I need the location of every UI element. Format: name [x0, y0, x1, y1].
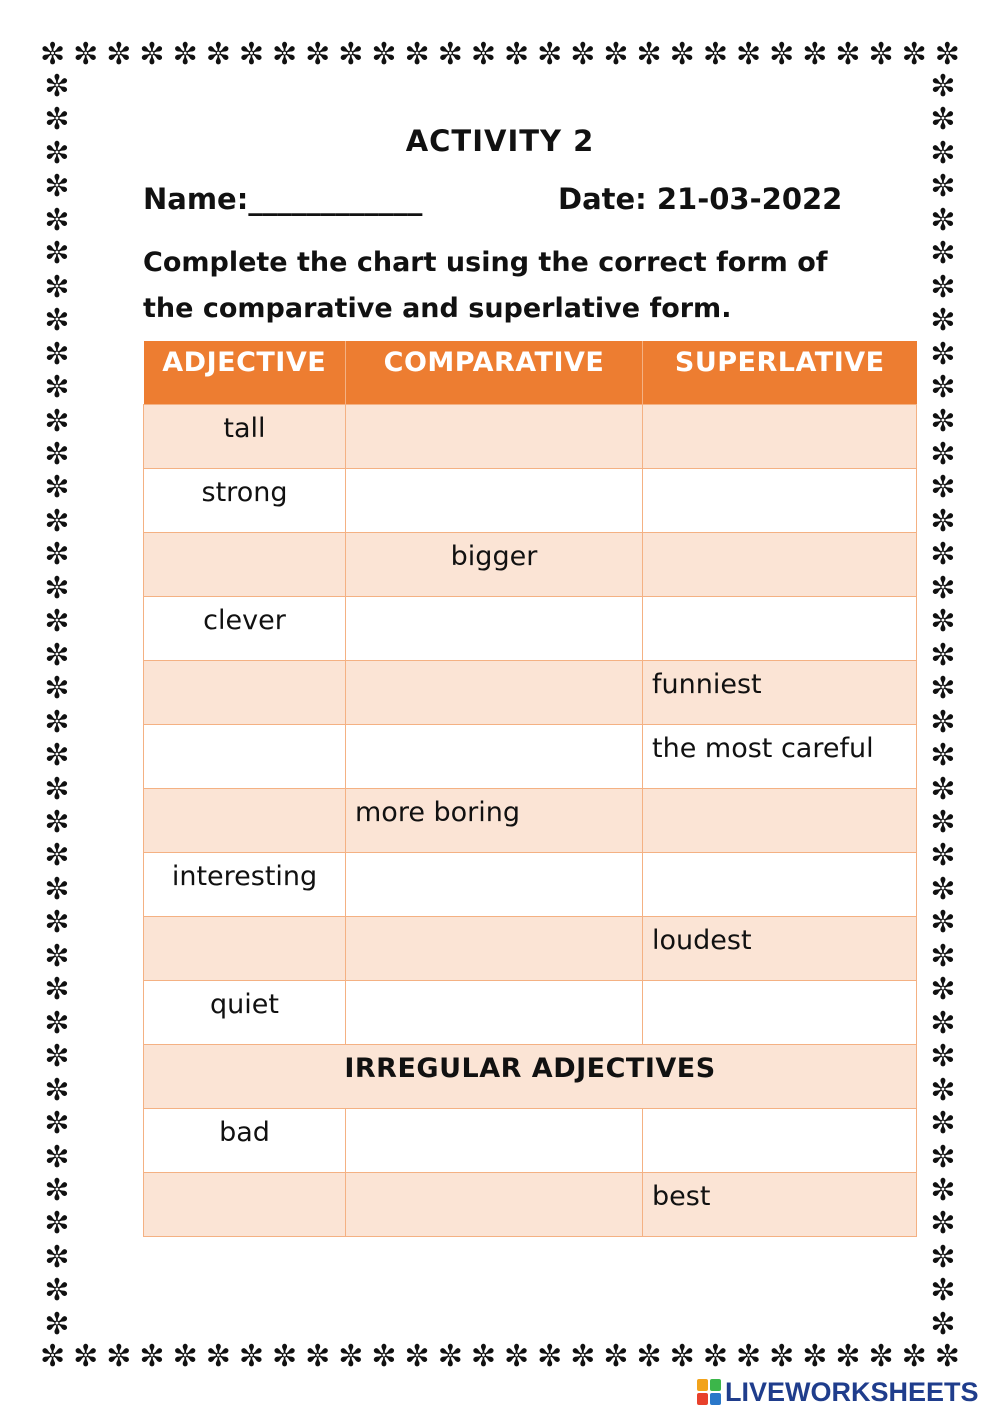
border-star-icon: ✼ — [868, 37, 894, 72]
border-star-icon: ✼ — [930, 905, 956, 941]
adjective-chart — [143, 341, 917, 1237]
border-star-icon: ✼ — [44, 1306, 70, 1342]
border-star-icon: ✼ — [901, 37, 927, 72]
table-row — [144, 1108, 917, 1172]
border-star-icon: ✼ — [930, 972, 956, 1008]
border-star-icon: ✼ — [930, 637, 956, 673]
superlative-cell: the most careful — [643, 724, 917, 788]
superlative-cell[interactable] — [643, 596, 917, 660]
border-star-icon: ✼ — [901, 1339, 927, 1374]
border-star-icon: ✼ — [44, 838, 70, 874]
adjective-cell[interactable] — [144, 532, 346, 596]
border-top — [40, 38, 960, 72]
page-title: ACTIVITY 2 — [405, 124, 595, 158]
border-star-icon: ✼ — [437, 1339, 463, 1374]
adjective-cell[interactable] — [144, 660, 346, 724]
border-star-icon: ✼ — [735, 1339, 762, 1374]
column-header-superlative: SUPERLATIVE — [643, 341, 917, 404]
border-star-icon: ✼ — [930, 671, 956, 707]
superlative-cell: loudest — [643, 916, 917, 980]
border-star-icon: ✼ — [930, 503, 956, 539]
border-star-icon: ✼ — [835, 37, 861, 72]
border-star-icon: ✼ — [44, 135, 70, 171]
border-star-icon: ✼ — [44, 1039, 70, 1075]
border-star-icon: ✼ — [470, 37, 496, 72]
table-row — [144, 852, 917, 916]
border-star-icon: ✼ — [930, 236, 956, 272]
border-star-icon: ✼ — [702, 1339, 728, 1374]
border-star-icon: ✼ — [44, 637, 70, 673]
comparative-cell[interactable] — [346, 980, 643, 1044]
adjective-cell[interactable] — [144, 916, 346, 980]
border-star-icon: ✼ — [44, 169, 70, 205]
border-star-icon: ✼ — [930, 570, 956, 606]
border-star-icon: ✼ — [470, 1339, 496, 1374]
border-bottom — [40, 1340, 960, 1374]
border-star-icon: ✼ — [930, 738, 956, 774]
border-star-icon: ✼ — [930, 804, 956, 840]
border-star-icon: ✼ — [44, 1273, 70, 1309]
border-star-icon: ✼ — [139, 37, 165, 72]
border-star-icon: ✼ — [205, 37, 231, 72]
logo-mark-icon — [697, 1379, 721, 1405]
border-star-icon: ✼ — [735, 37, 762, 72]
superlative-cell[interactable] — [643, 404, 917, 468]
border-star-icon: ✼ — [44, 671, 70, 707]
border-star-icon: ✼ — [44, 871, 70, 907]
column-header-adjective: ADJECTIVE — [144, 341, 346, 404]
border-star-icon: ✼ — [570, 37, 596, 72]
border-star-icon: ✼ — [669, 1339, 695, 1374]
border-star-icon: ✼ — [44, 1172, 70, 1208]
border-star-icon: ✼ — [44, 604, 70, 640]
liveworksheets-logo — [697, 1374, 979, 1410]
border-star-icon: ✼ — [930, 69, 956, 104]
border-star-icon: ✼ — [930, 135, 956, 171]
border-star-icon: ✼ — [44, 738, 70, 774]
adjective-cell: bad — [144, 1108, 346, 1172]
border-star-icon: ✼ — [930, 269, 956, 305]
border-star-icon: ✼ — [537, 37, 563, 72]
comparative-cell[interactable] — [346, 1108, 643, 1172]
comparative-cell[interactable] — [346, 468, 643, 532]
border-star-icon: ✼ — [930, 1005, 956, 1041]
border-star-icon: ✼ — [930, 1172, 956, 1208]
adjective-cell[interactable] — [144, 724, 346, 788]
border-star-icon: ✼ — [930, 1273, 956, 1309]
border-star-icon: ✼ — [44, 1239, 70, 1275]
comparative-cell: bigger — [346, 532, 643, 596]
border-star-icon: ✼ — [868, 1339, 894, 1374]
adjective-cell: interesting — [144, 852, 346, 916]
logo-square — [710, 1393, 721, 1405]
instructions-line-2: the comparative and superlative form. — [143, 293, 732, 324]
border-star-icon: ✼ — [172, 1339, 198, 1374]
adjective-cell: quiet — [144, 980, 346, 1044]
column-header-comparative: COMPARATIVE — [346, 341, 643, 404]
adjective-cell[interactable] — [144, 1172, 346, 1236]
border-star-icon: ✼ — [205, 1339, 231, 1374]
table-row — [144, 468, 917, 532]
border-star-icon: ✼ — [305, 1339, 331, 1374]
adjective-cell[interactable] — [144, 788, 346, 852]
table-row — [144, 916, 917, 980]
comparative-cell[interactable] — [346, 404, 643, 468]
border-star-icon: ✼ — [44, 503, 70, 539]
border-star-icon: ✼ — [44, 403, 70, 439]
border-star-icon: ✼ — [44, 771, 70, 807]
adjective-cell: strong — [144, 468, 346, 532]
table-row — [144, 788, 917, 852]
table-row — [144, 660, 917, 724]
border-star-icon: ✼ — [106, 1339, 132, 1374]
border-star-icon: ✼ — [44, 102, 70, 138]
border-star-icon: ✼ — [603, 1339, 629, 1374]
comparative-cell[interactable] — [346, 1172, 643, 1236]
table-row — [144, 1172, 917, 1236]
border-star-icon: ✼ — [835, 1339, 861, 1374]
border-star-icon: ✼ — [930, 537, 956, 573]
table-row — [144, 596, 917, 660]
border-star-icon: ✼ — [930, 1306, 956, 1342]
border-star-icon: ✼ — [930, 403, 956, 439]
border-star-icon: ✼ — [44, 202, 70, 238]
section-heading-irregular: IRREGULAR ADJECTIVES — [144, 1044, 917, 1108]
border-star-icon: ✼ — [570, 1339, 596, 1374]
border-star-icon: ✼ — [930, 169, 956, 205]
border-star-icon: ✼ — [930, 370, 956, 406]
border-left — [40, 69, 74, 1342]
comparative-cell: more boring — [346, 788, 643, 852]
border-star-icon: ✼ — [930, 838, 956, 874]
border-star-icon: ✼ — [769, 37, 795, 72]
border-star-icon: ✼ — [139, 1339, 165, 1374]
border-star-icon: ✼ — [44, 804, 70, 840]
date-label: Date: 21-03-2022 — [558, 182, 843, 216]
border-star-icon: ✼ — [437, 37, 463, 72]
table-row — [144, 980, 917, 1044]
border-star-icon: ✼ — [338, 37, 364, 72]
border-star-icon: ✼ — [44, 470, 70, 506]
border-star-icon: ✼ — [934, 1339, 960, 1374]
border-star-icon: ✼ — [44, 1139, 70, 1175]
comparative-cell[interactable] — [346, 852, 643, 916]
border-star-icon: ✼ — [338, 1339, 364, 1374]
border-star-icon: ✼ — [636, 37, 662, 72]
border-star-icon: ✼ — [934, 37, 960, 72]
border-star-icon: ✼ — [271, 37, 298, 72]
header-row — [144, 341, 917, 404]
border-star-icon: ✼ — [73, 37, 99, 72]
border-star-icon: ✼ — [930, 436, 956, 472]
border-star-icon: ✼ — [930, 1239, 956, 1275]
border-star-icon: ✼ — [271, 1339, 298, 1374]
border-star-icon: ✼ — [44, 905, 70, 941]
border-star-icon: ✼ — [44, 938, 70, 974]
logo-square — [710, 1379, 721, 1391]
comparative-cell[interactable] — [346, 596, 643, 660]
border-star-icon: ✼ — [40, 37, 66, 72]
border-star-icon: ✼ — [930, 1206, 956, 1242]
border-star-icon: ✼ — [930, 102, 956, 138]
border-star-icon: ✼ — [44, 1005, 70, 1041]
logo-square — [697, 1379, 708, 1391]
superlative-cell: funniest — [643, 660, 917, 724]
comparative-cell[interactable] — [346, 724, 643, 788]
border-star-icon: ✼ — [44, 336, 70, 372]
border-star-icon: ✼ — [73, 1339, 99, 1374]
border-star-icon: ✼ — [44, 370, 70, 406]
section-row — [144, 1044, 917, 1108]
border-star-icon: ✼ — [44, 570, 70, 606]
border-star-icon: ✼ — [371, 37, 397, 72]
border-star-icon: ✼ — [930, 771, 956, 807]
border-star-icon: ✼ — [603, 37, 629, 72]
border-star-icon: ✼ — [669, 37, 695, 72]
border-star-icon: ✼ — [802, 1339, 828, 1374]
table-row — [144, 404, 917, 468]
superlative-cell: best — [643, 1172, 917, 1236]
border-star-icon: ✼ — [44, 436, 70, 472]
border-star-icon: ✼ — [802, 37, 828, 72]
border-star-icon: ✼ — [930, 1139, 956, 1175]
border-star-icon: ✼ — [238, 37, 264, 72]
border-star-icon: ✼ — [44, 537, 70, 573]
name-field[interactable]: Name:____________ — [143, 182, 423, 216]
border-star-icon: ✼ — [930, 704, 956, 740]
border-star-icon: ✼ — [503, 1339, 530, 1374]
border-star-icon: ✼ — [371, 1339, 397, 1374]
border-star-icon: ✼ — [404, 37, 430, 72]
border-star-icon: ✼ — [40, 1339, 66, 1374]
border-star-icon: ✼ — [930, 871, 956, 907]
superlative-cell[interactable] — [643, 468, 917, 532]
logo-square — [697, 1393, 708, 1405]
border-star-icon: ✼ — [930, 604, 956, 640]
border-star-icon: ✼ — [305, 37, 331, 72]
adjective-cell: tall — [144, 404, 346, 468]
border-star-icon: ✼ — [930, 470, 956, 506]
superlative-cell[interactable] — [643, 980, 917, 1044]
border-star-icon: ✼ — [44, 1206, 70, 1242]
border-star-icon: ✼ — [930, 303, 956, 339]
comparative-cell[interactable] — [346, 660, 643, 724]
superlative-cell[interactable] — [643, 532, 917, 596]
border-star-icon: ✼ — [44, 69, 70, 104]
border-star-icon: ✼ — [238, 1339, 264, 1374]
border-star-icon: ✼ — [702, 37, 728, 72]
border-star-icon: ✼ — [537, 1339, 563, 1374]
border-star-icon: ✼ — [44, 303, 70, 339]
superlative-cell[interactable] — [643, 788, 917, 852]
border-star-icon: ✼ — [44, 1072, 70, 1108]
border-star-icon: ✼ — [930, 938, 956, 974]
border-star-icon: ✼ — [404, 1339, 430, 1374]
border-star-icon: ✼ — [44, 704, 70, 740]
border-star-icon: ✼ — [930, 202, 956, 238]
border-star-icon: ✼ — [44, 269, 70, 305]
border-star-icon: ✼ — [44, 972, 70, 1008]
border-star-icon: ✼ — [930, 336, 956, 372]
border-star-icon: ✼ — [172, 37, 198, 72]
border-star-icon: ✼ — [930, 1072, 956, 1108]
border-star-icon: ✼ — [930, 1106, 956, 1142]
instructions-line-1: Complete the chart using the correct form of — [143, 247, 828, 278]
border-star-icon: ✼ — [44, 236, 70, 272]
border-right — [926, 69, 960, 1342]
adjective-cell: clever — [144, 596, 346, 660]
logo-text: LIVEWORKSHEETS — [725, 1376, 979, 1407]
superlative-cell[interactable] — [643, 852, 917, 916]
border-star-icon: ✼ — [106, 37, 132, 72]
comparative-cell[interactable] — [346, 916, 643, 980]
border-star-icon: ✼ — [636, 1339, 662, 1374]
table-row — [144, 724, 917, 788]
border-star-icon: ✼ — [930, 1039, 956, 1075]
border-star-icon: ✼ — [503, 37, 530, 72]
border-star-icon: ✼ — [769, 1339, 795, 1374]
superlative-cell[interactable] — [643, 1108, 917, 1172]
table-row — [144, 532, 917, 596]
instructions — [143, 240, 863, 332]
border-star-icon: ✼ — [44, 1106, 70, 1142]
